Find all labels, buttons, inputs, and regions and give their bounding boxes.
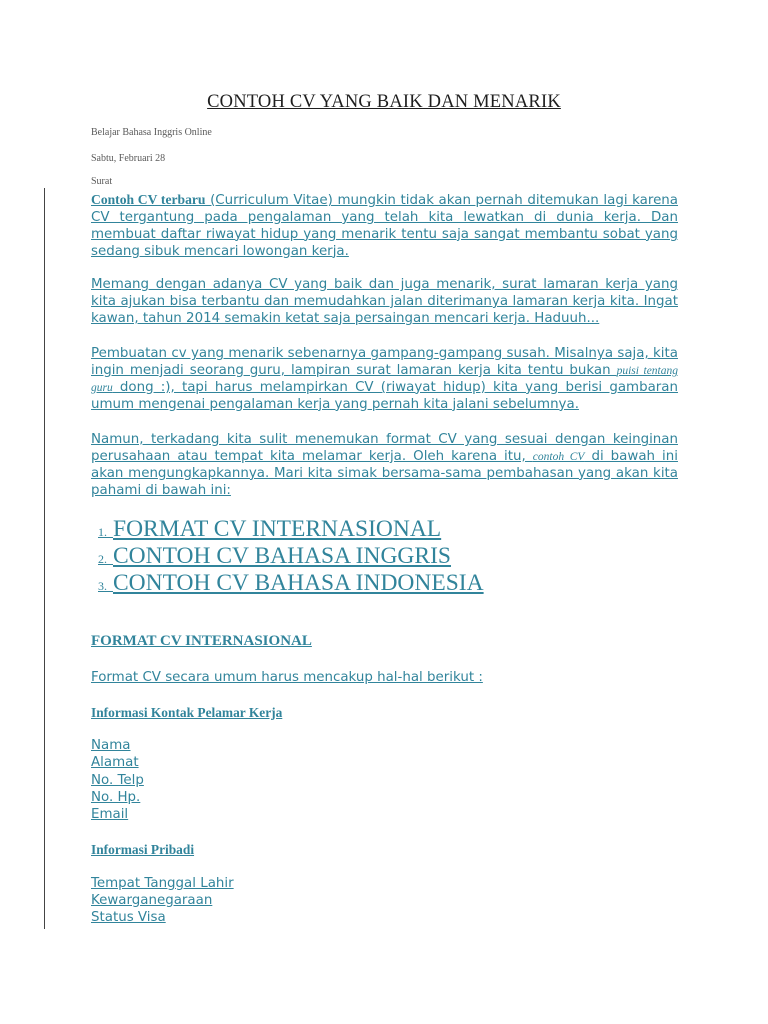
toc-link[interactable]: CONTOH CV BAHASA INGGRIS: [113, 543, 451, 569]
toc-number: 3.: [98, 579, 107, 593]
paragraph-second: Memang dengan adanya CV yang baik dan juga menarik, surat lamaran kerja yang kita ajukan bisa terbantu dan memudahkan jalan diterimanya lamaran kerja kita. Ingat kawan, tahun 2014 semakin ketat saja persaingan mencari kerja. Haduuh...: [91, 277, 678, 326]
link-contoh-cv-terbaru[interactable]: Contoh CV terbaru: [91, 192, 206, 207]
contact-item-email[interactable]: Email: [91, 807, 129, 822]
link-contoh-cv[interactable]: contoh CV: [532, 450, 585, 463]
paragraph-third: [91, 346, 678, 414]
toc-item[interactable]: [98, 516, 441, 543]
personal-item-birth[interactable]: Tempat Tanggal Lahir: [91, 876, 234, 891]
contact-item-nama[interactable]: Nama: [91, 738, 131, 753]
blog-name: Belajar Bahasa Inggris Online: [91, 127, 212, 138]
contact-info-heading: Informasi Kontak Pelamar Kerja: [91, 705, 283, 720]
paragraph-fourth-text-b: di bawah ini akan mengungkapkannya. Mari kita simak bersama-sama pembahasan yang akan kita pahami di bawah ini:: [91, 448, 678, 498]
post-category: Surat: [91, 176, 113, 187]
paragraph-fourth-text-a: Namun, terkadang kita sulit menemukan format CV yang sesuai dengan keinginan perusahaan atau tempat kita melamar kerja. Oleh karena itu,: [91, 432, 678, 464]
paragraph-fourth: [91, 432, 678, 500]
toc-item[interactable]: [98, 543, 451, 570]
section-intro[interactable]: Format CV secara umum harus mencakup hal-hal berikut :: [91, 670, 483, 685]
contact-item-alamat[interactable]: Alamat: [91, 755, 139, 770]
paragraph-intro: [91, 192, 678, 261]
toc-item[interactable]: [98, 570, 484, 597]
link-puisi-tentang-guru[interactable]: puisi tentang guru: [91, 364, 678, 394]
toc-link[interactable]: FORMAT CV INTERNASIONAL: [113, 516, 442, 542]
page-title: CONTOH CV YANG BAIK DAN MENARIK: [207, 92, 561, 112]
section-heading: FORMAT CV INTERNASIONAL: [91, 633, 312, 649]
paragraph-intro-text: (Curriculum Vitae) mungkin tidak akan pernah ditemukan lagi karena CV tergantung pada pengalaman yang telah kita lewatkan di dunia kerja. Dan membuat daftar riwayat hidup yang menarik tentu saja sangat membantu sobat yang sedang sibuk mencari lowongan kerja.: [91, 193, 679, 259]
margin-change-bar: [44, 188, 45, 929]
personal-item-citizenship[interactable]: Kewarganegaraan: [91, 893, 213, 908]
toc-number: 2.: [98, 552, 107, 566]
personal-info-heading: Informasi Pribadi: [91, 842, 195, 857]
contact-item-telp[interactable]: No. Telp: [91, 773, 144, 788]
post-date: Sabtu, Februari 28: [91, 153, 166, 164]
contact-item-hp[interactable]: No. Hp.: [91, 790, 141, 805]
toc-link[interactable]: CONTOH CV BAHASA INDONESIA: [113, 570, 484, 596]
personal-item-visa[interactable]: Status Visa: [91, 910, 166, 925]
paragraph-third-text-a: Pembuatan cv yang menarik sebenarnya gampang-gampang susah. Misalnya saja, kita ingin menjadi seorang guru, lampiran surat lamaran kerja kita tentu bukan: [91, 346, 678, 378]
toc-number: 1.: [98, 525, 107, 539]
paragraph-third-text-b: dong :), tapi harus melampirkan CV (riwayat hidup) kita yang berisi gambaran umum mengenai pengalaman kerja yang pernah kita jalani sebelumnya.: [91, 379, 678, 412]
